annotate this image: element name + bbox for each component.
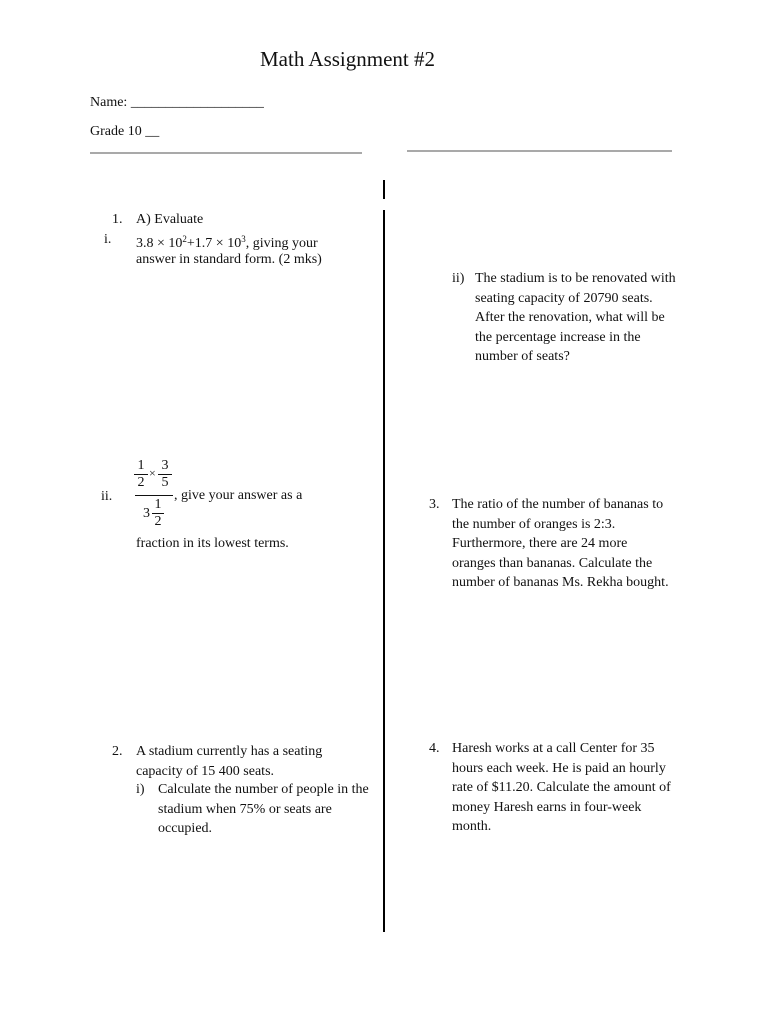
- q2-number: 2.: [112, 744, 123, 759]
- grade-label: Grade 10 __: [90, 124, 160, 139]
- q1-part-i-label: i.: [104, 232, 112, 247]
- fraction-one-half: [134, 458, 148, 491]
- fraction-denominator: 2: [154, 514, 162, 529]
- q1-heading: A) Evaluate: [136, 212, 204, 227]
- column-divider: [383, 210, 385, 932]
- main-fraction-bar: [135, 495, 173, 496]
- q1-exp-a: 2: [182, 234, 187, 244]
- q1-exp-b: 3: [241, 234, 246, 244]
- fraction-denominator: 2: [137, 475, 145, 490]
- q1-expr-b: +1.7 × 10: [186, 236, 242, 251]
- fraction-numerator: 3: [158, 458, 172, 475]
- fraction-numerator: 1: [134, 458, 148, 475]
- left-header-divider: [90, 152, 362, 154]
- q2-text: A stadium currently has a seating capacity of 15 400 seats.: [136, 744, 323, 779]
- q2-part-i-label: i): [136, 782, 145, 797]
- fraction-three-fifths: [158, 458, 172, 491]
- q2-part-ii-label: ii): [452, 271, 465, 286]
- fraction-denominator: 5: [161, 475, 169, 490]
- q2-part-ii-text: The stadium is to be renovated with seating capacity of 20790 seats. After the renovation, what will be the percentage increase in the number of seats?: [475, 271, 676, 364]
- q1-part-i-line2: answer in standard form. (2 mks): [136, 252, 322, 267]
- q1-number: 1.: [112, 212, 123, 227]
- q1-expr-tail: , giving your: [245, 236, 318, 251]
- column-divider-top: [383, 180, 385, 199]
- page-title: Math Assignment #2: [260, 47, 436, 71]
- q1-expr-a: 3.8 × 10: [136, 236, 183, 251]
- fraction-numerator: 1: [152, 497, 164, 514]
- mixed-number-whole: 3: [143, 506, 150, 521]
- times-sign: ×: [149, 466, 156, 480]
- q1-part-ii-line2: fraction in its lowest terms.: [136, 536, 289, 551]
- name-label: Name: ___________________: [90, 95, 264, 110]
- right-header-divider: [407, 150, 672, 152]
- q3-number: 3.: [429, 497, 440, 512]
- mixed-number-fraction: [152, 497, 164, 530]
- q1-part-ii-label: ii.: [101, 489, 113, 504]
- q4-number: 4.: [429, 741, 440, 756]
- q4-text: Haresh works at a call Center for 35 hours each week. He is paid an hourly rate of $11.20. Calculate the amount of money Haresh earns in four-week month.: [452, 741, 671, 834]
- q2-part-i-text: Calculate the number of people in the stadium when 75% or seats are occupied.: [158, 782, 369, 836]
- q3-text: The ratio of the number of bananas to the number of oranges is 2:3. Furthermore, there are 24 more oranges than bananas. Calculate the number of bananas Ms. Rekha bought.: [452, 497, 669, 590]
- q1-part-ii-tail: , give your answer as a: [174, 488, 303, 503]
